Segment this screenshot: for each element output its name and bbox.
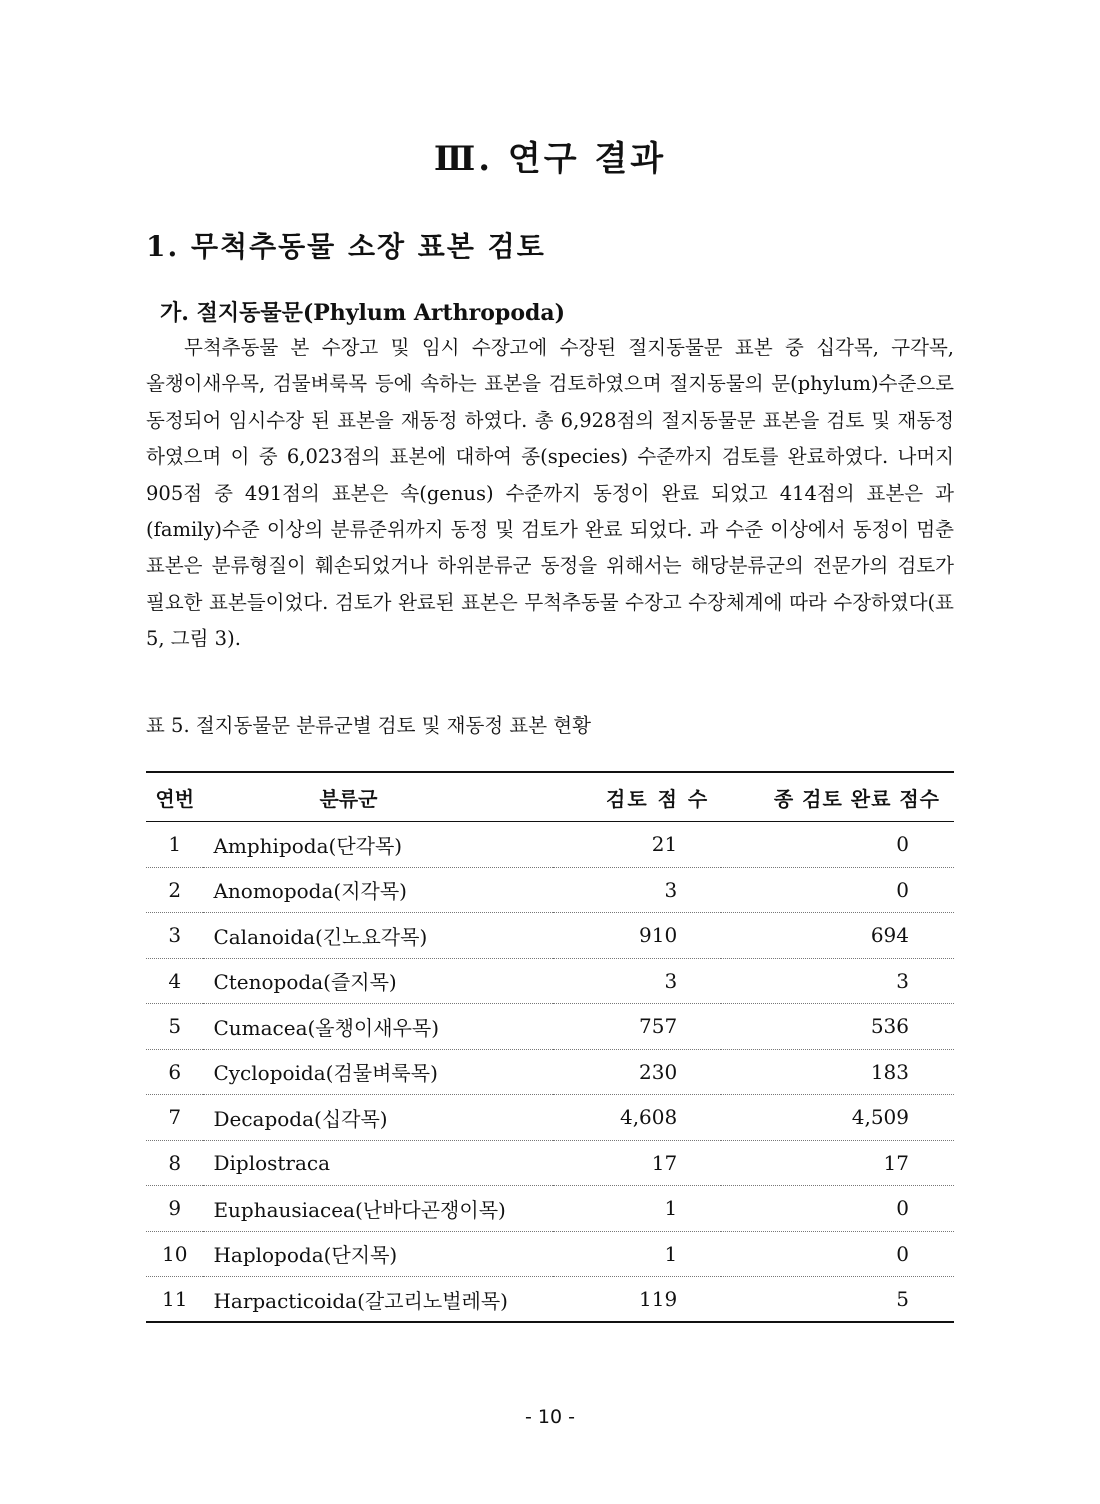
table-row	[146, 1277, 954, 1323]
table-row	[146, 1231, 954, 1277]
cell-completed-count: 3	[896, 968, 909, 993]
cell-examined-count: 4,608	[619, 1105, 678, 1130]
page-number: - 10 -	[525, 1406, 575, 1428]
specimen-table	[146, 771, 954, 1323]
subsection-title: 가. 절지동물문(Phylum Arthropoda)	[160, 300, 566, 326]
cell-taxon: Cumacea(올챙이새우목)	[213, 1015, 440, 1040]
cell-completed-count: 0	[896, 832, 909, 857]
cell-completed-count: 536	[870, 1014, 909, 1039]
cell-no: 4	[168, 968, 182, 993]
cell-examined-count: 1	[664, 1241, 678, 1266]
cell-completed-count: 5	[896, 1287, 909, 1311]
cell-completed-count: 17	[883, 1150, 909, 1175]
cell-taxon: Ctenopoda(즐지목)	[213, 970, 397, 995]
cell-examined-count: 3	[664, 877, 678, 902]
table-row	[146, 1140, 954, 1186]
cell-no: 5	[168, 1014, 182, 1039]
cell-no: 8	[168, 1150, 182, 1175]
chapter-title: Ⅲ. 연구 결과	[433, 138, 667, 179]
table-header	[146, 772, 954, 822]
cell-completed-count: 0	[896, 877, 909, 902]
cell-no: 3	[168, 923, 182, 948]
cell-no: 1	[168, 832, 182, 857]
table-row	[146, 1049, 954, 1095]
cell-taxon: Cyclopoida(검물벼룩목)	[213, 1061, 438, 1086]
cell-taxon: Anomopoda(지각목)	[213, 879, 407, 904]
cell-taxon: Calanoida(긴노요각목)	[213, 924, 428, 949]
table-row	[146, 958, 954, 1004]
cell-examined-count: 1	[664, 1196, 678, 1221]
table-header-row	[146, 772, 954, 822]
cell-examined-count: 3	[664, 968, 678, 993]
table-row	[146, 913, 954, 959]
section-title: 1. 무척추동물 소장 표본 검토	[146, 230, 546, 264]
cell-taxon: Amphipoda(단각목)	[213, 833, 403, 858]
cell-taxon: Diplostraca	[213, 1150, 331, 1175]
cell-no: 6	[168, 1059, 182, 1084]
header-taxon: 분류군	[319, 786, 378, 811]
cell-taxon: Decapoda(십각목)	[213, 1106, 388, 1131]
cell-completed-count: 4,509	[851, 1105, 909, 1130]
cell-examined-count: 21	[651, 832, 678, 857]
cell-examined-count: 757	[639, 1014, 678, 1039]
cell-no: 11	[162, 1287, 188, 1311]
cell-examined-count: 230	[639, 1059, 678, 1084]
table-row	[146, 822, 954, 868]
cell-completed-count: 0	[896, 1241, 909, 1266]
cell-completed-count: 183	[870, 1059, 909, 1084]
header-examined-count: 검토 점 수	[606, 786, 710, 811]
header-completed-count: 종 검토 완료 점수	[773, 786, 940, 811]
cell-examined-count: 119	[639, 1287, 678, 1311]
table-row	[146, 867, 954, 913]
header-no: 연번	[155, 786, 195, 811]
cell-no: 2	[168, 877, 182, 902]
cell-examined-count: 910	[639, 923, 678, 948]
cell-no: 10	[162, 1241, 188, 1266]
cell-completed-count: 0	[896, 1196, 909, 1221]
cell-taxon: Euphausiacea(난바다곤쟁이목)	[213, 1197, 506, 1222]
cell-no: 7	[168, 1105, 182, 1130]
table-caption: 표 5. 절지동물문 분류군별 검토 및 재동정 표본 현황	[146, 714, 591, 737]
cell-no: 9	[168, 1196, 182, 1221]
table-body	[146, 822, 954, 1323]
cell-examined-count: 17	[651, 1150, 678, 1175]
cell-taxon: Harpacticoida(갈고리노벌레목)	[213, 1288, 508, 1313]
table-row	[146, 1186, 954, 1232]
table-row	[146, 1095, 954, 1141]
cell-taxon: Haplopoda(단지목)	[213, 1243, 398, 1268]
table-row	[146, 1004, 954, 1050]
body-paragraph: 무척추동물 본 수장고 및 임시 수장고에 수장된 절지동물문 표본 중 십각목, 구각목, 올챙이새우목, 검물벼룩목 등에 속하는 표본을 검토하였으며 절지동물의 문(phylum)수준으로 동정되어 임시수장 된 표본을 재동정 하였다. 총 6,928점의 절지동물문 표본을 검토 및 재동정 하였으며 이 중 6,023점의 표본에 대하여 종(species) 수준까지 검토를 완료하였다. 나머지 905점 중 491점의 표본은 속(genus) 수준까지 동정이 완료 되었고 414점의 표본은 과(family)수준 이상의 분류준위까지 동정 및 검토가 완료 되었다. 과 수준 이상에서 동정이 멈춘 표본은 분류형질이 훼손되었거나 하위분류군 동정을 위해서는 해당분류군의 전문가의 검토가 필요한 표본들이었다. 검토가 완료된 표본은 무척추동물 수장고 수장체계에 따라 수장하였다(표 5, 그림 3).	[146, 336, 954, 651]
cell-completed-count: 694	[870, 923, 909, 948]
